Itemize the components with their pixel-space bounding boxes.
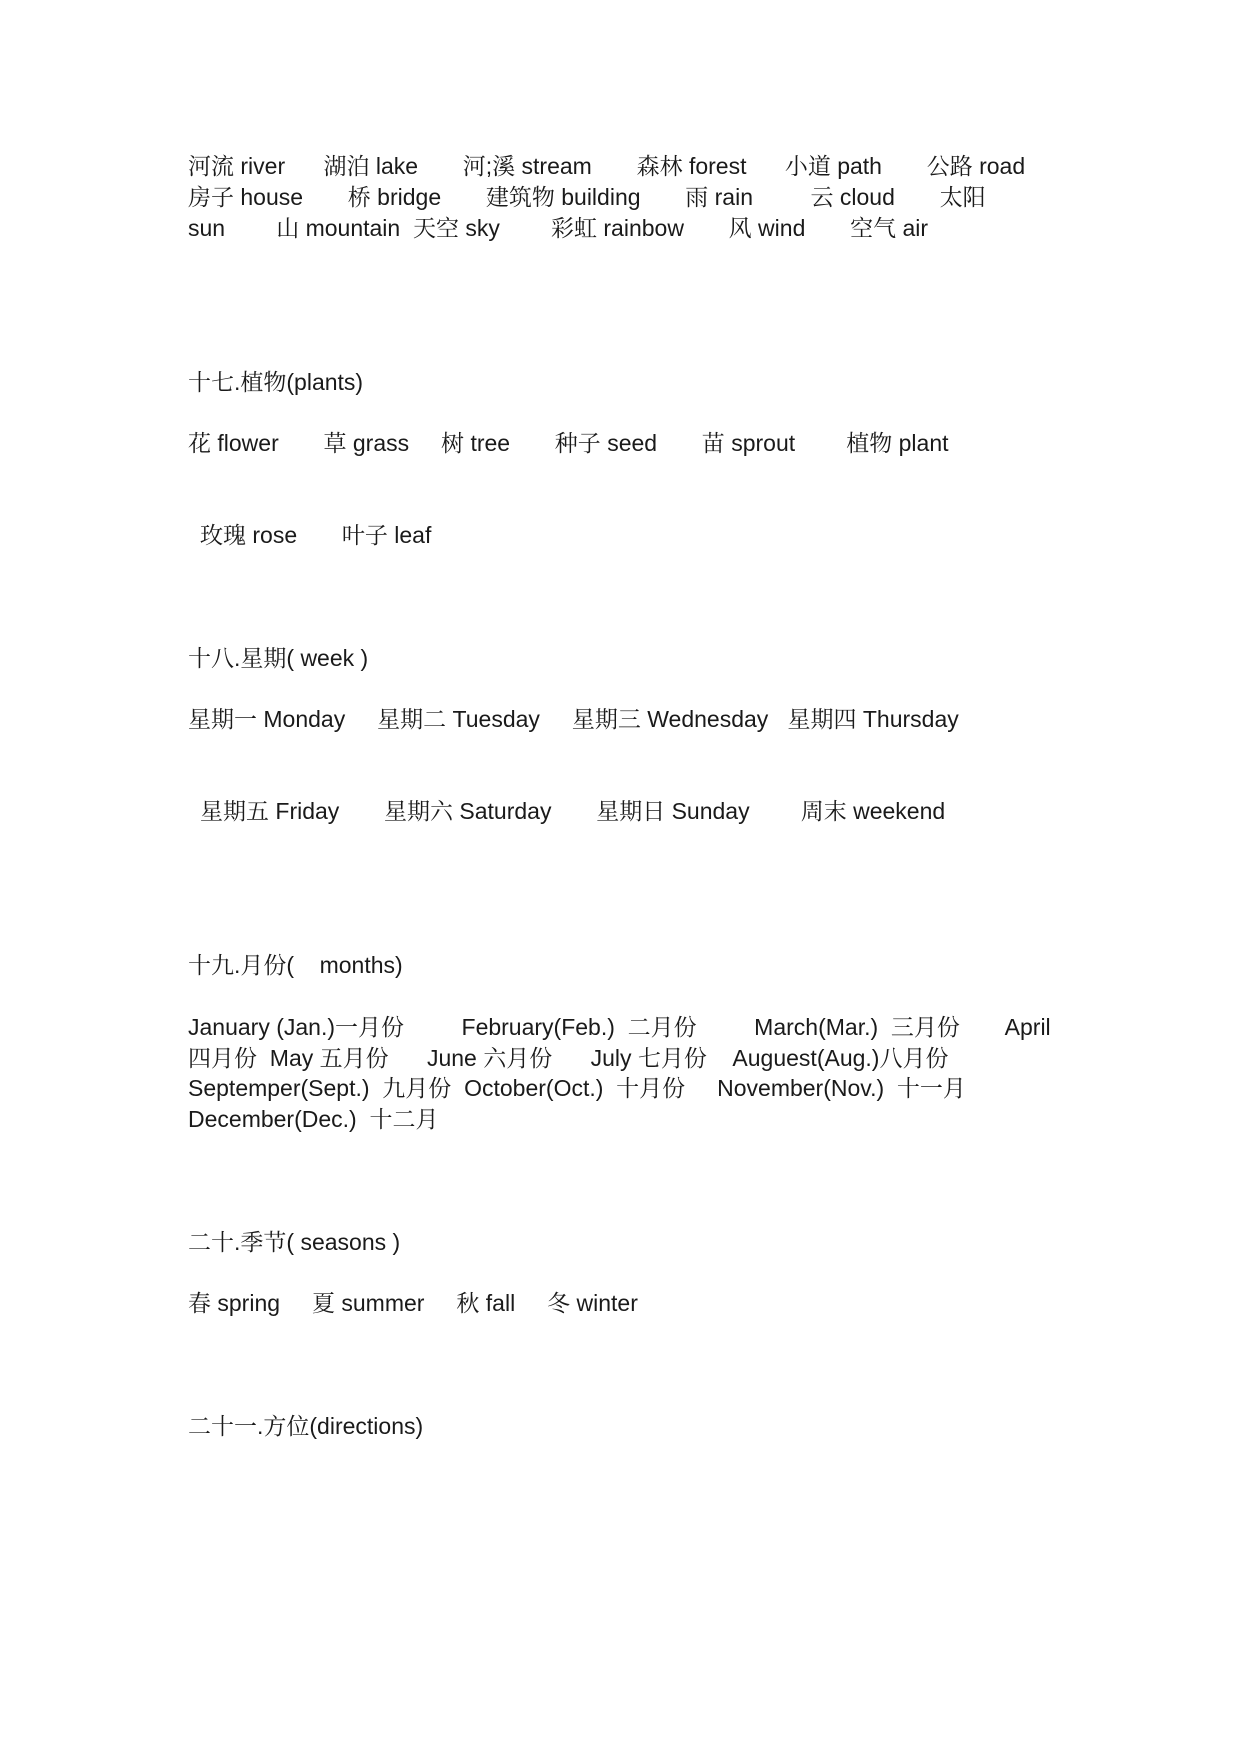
vocab-line-week-2: 星期五 Friday 星期六 Saturday 星期日 Sunday 周末 weekend xyxy=(200,798,946,824)
vocab-line-seasons-1: 春 spring 夏 summer 秋 fall 冬 winter xyxy=(188,1290,638,1316)
vocab-line-months-4: December(Dec.) 十二月 xyxy=(188,1106,439,1132)
vocab-line-nature-2: 房子 house 桥 bridge 建筑物 building 雨 rain 云 cloud 太阳 xyxy=(188,184,986,210)
section-heading-months: 十九.月份( months) xyxy=(188,952,403,978)
vocab-line-plants-1: 花 flower 草 grass 树 tree 种子 seed 苗 sprout 植物 plant xyxy=(188,430,949,456)
vocab-line-plants-2: 玫瑰 rose 叶子 leaf xyxy=(200,522,432,548)
section-heading-seasons: 二十.季节( seasons ) xyxy=(188,1229,401,1255)
vocab-line-months-2: 四月份 May 五月份 June 六月份 July 七月份 Auguest(Aug.)八月份 xyxy=(188,1045,949,1071)
section-heading-plants: 十七.植物(plants) xyxy=(188,369,364,395)
vocab-line-months-3: Septemper(Sept.) 九月份 October(Oct.) 十月份 November(Nov.) 十一月 xyxy=(188,1075,966,1101)
vocab-line-week-1: 星期一 Monday 星期二 Tuesday 星期三 Wednesday 星期四 Thursday xyxy=(188,706,959,732)
vocab-line-nature-3: sun 山 mountain 天空 sky 彩虹 rainbow 风 wind 空气 air xyxy=(188,215,929,241)
vocab-line-months-1: January (Jan.)一月份 February(Feb.) 二月份 March(Mar.) 三月份 April xyxy=(188,1014,1051,1040)
section-heading-week: 十八.星期( week ) xyxy=(188,645,369,671)
section-heading-directions: 二十一.方位(directions) xyxy=(188,1413,424,1439)
vocab-line-nature-1: 河流 river 湖泊 lake 河;溪 stream 森林 forest 小道 path 公路 road xyxy=(188,153,1026,179)
